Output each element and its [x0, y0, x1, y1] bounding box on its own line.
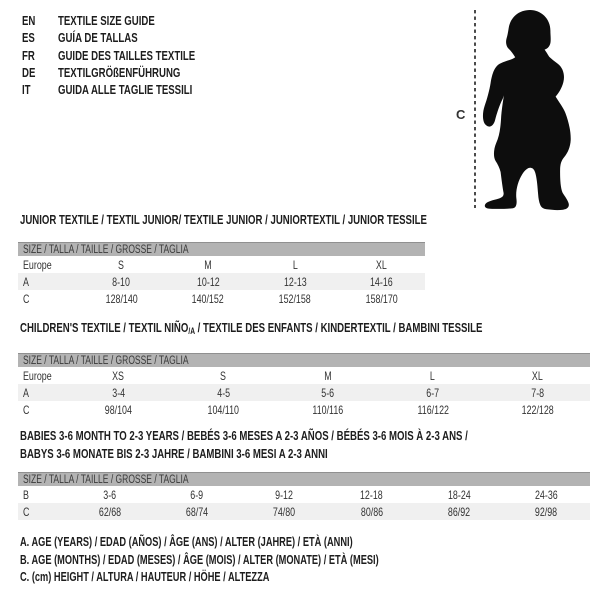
language-row: [22, 81, 243, 98]
cell-value: 8-10: [112, 274, 131, 289]
children-size-section: [18, 320, 590, 418]
cell-value: 4-5: [216, 385, 230, 400]
language-row: [22, 64, 243, 81]
language-row: [22, 29, 243, 46]
cell-value: XS: [112, 368, 125, 383]
language-code: ES: [22, 30, 35, 46]
cell-value: 18-24: [447, 487, 471, 502]
cell-value: 6-9: [190, 487, 204, 502]
footnote-b: B. AGE (MONTHS) / EDAD (MESES) / ÂGE (MOIS) / ALTER (MONATE) / ETÀ (MESI): [20, 552, 379, 567]
table-row: [18, 290, 425, 307]
language-code: EN: [22, 13, 36, 29]
language-title: TEXTILE SIZE GUIDE: [58, 13, 155, 29]
cell-value: 128/140: [105, 291, 138, 306]
baby-silhouette-figure: [455, 8, 600, 214]
cell-value: L: [292, 257, 298, 272]
height-measure-label: C: [456, 107, 466, 122]
footnote-c: C. (cm) HEIGHT / ALTURA / HAUTEUR / HÖHE / ALTEZZA: [20, 570, 270, 584]
cell-value: 3-6: [103, 487, 117, 502]
cell-value: S: [220, 368, 227, 383]
cell-value: 104/110: [207, 402, 239, 417]
cell-value: 5-6: [321, 385, 335, 400]
cell-value: 152/158: [278, 291, 311, 306]
cell-value: 12-13: [283, 274, 307, 289]
row-label: A: [23, 385, 29, 400]
table-row: [18, 503, 590, 520]
language-title: TEXTILGRÖßENFÜHRUNG: [58, 65, 181, 81]
size-header-label: SIZE / TALLA / TAILLE / GRÖSSE / TAGLIA: [23, 243, 189, 256]
cell-value: 10-12: [196, 274, 220, 289]
row-label: B: [23, 487, 29, 502]
cell-value: M: [204, 257, 212, 272]
cell-value: 14-16: [370, 274, 393, 289]
size-header-bar: [18, 242, 425, 256]
row-label: C: [23, 402, 30, 417]
cell-value: 158/170: [365, 291, 398, 306]
language-title: GUIDE DES TAILLES TEXTILE: [58, 47, 196, 63]
footnotes: [20, 534, 505, 587]
language-title: GUIDA ALLE TAGLIE TESSILI: [58, 82, 193, 98]
table-row: [18, 384, 590, 401]
table-row: [18, 367, 590, 384]
cell-value: XL: [532, 368, 544, 383]
babies-size-section: [18, 427, 590, 520]
table-row: [18, 273, 425, 290]
row-label: Europe: [23, 257, 52, 272]
babies-size-table: [18, 486, 590, 520]
table-row: [18, 401, 590, 418]
cell-value: 122/128: [521, 402, 554, 417]
language-code: FR: [22, 47, 35, 63]
cell-value: 86/92: [447, 504, 471, 519]
junior-size-section: [18, 212, 425, 307]
language-list: [22, 12, 243, 98]
babies-table-title-line2: BABYS 3-6 MONATE BIS 2-3 JAHRE / BAMBINI 3-6 MESI A 2-3 ANNI: [20, 446, 328, 461]
row-label: C: [23, 504, 30, 519]
cell-value: 80/86: [360, 504, 383, 519]
row-label: C: [23, 291, 30, 306]
cell-value: 116/122: [417, 402, 449, 417]
cell-value: 24-36: [534, 487, 558, 502]
language-row: [22, 12, 243, 29]
junior-size-table: [18, 256, 425, 307]
cell-value: S: [118, 257, 125, 272]
cell-value: 68/74: [185, 504, 209, 519]
cell-value: 110/116: [312, 402, 344, 417]
cell-value: L: [430, 368, 436, 383]
language-code: IT: [22, 82, 31, 98]
cell-value: 12-18: [360, 487, 384, 502]
cell-value: 92/98: [535, 504, 558, 519]
language-code: DE: [22, 65, 36, 81]
children-size-table: [18, 367, 590, 418]
footnote-a: A. AGE (YEARS) / EDAD (AÑOS) / ÂGE (ANS) / ALTER (JAHRE) / ETÀ (ANNI): [20, 535, 353, 549]
size-header-bar: [18, 472, 590, 486]
size-header-label: SIZE / TALLA / TAILLE / GRÖSSE / TAGLIA: [23, 354, 189, 367]
size-header-label: SIZE / TALLA / TAILLE / GRÖSSE / TAGLIA: [23, 473, 189, 486]
cell-value: 62/68: [98, 504, 121, 519]
cell-value: 74/80: [273, 504, 296, 519]
cell-value: 6-7: [426, 385, 440, 400]
table-row: [18, 486, 590, 503]
children-table-title: CHILDREN'S TEXTILE / TEXTIL $NIÑO_{/A}$ / TEXTILE DES ENFANTS / KINDERTEXTIL / BAMBINI TESSILE: [20, 320, 483, 336]
cell-value: 140/152: [192, 291, 225, 306]
language-title: GUÍA DE TALLAS: [58, 30, 138, 46]
size-header-bar: [18, 353, 590, 367]
cell-value: 98/104: [104, 402, 132, 417]
cell-value: 7-8: [531, 385, 545, 400]
baby-silhouette: [483, 10, 571, 210]
cell-value: 9-12: [275, 487, 294, 502]
title-subscript: /A: [188, 326, 195, 336]
cell-value: 3-4: [111, 385, 125, 400]
cell-value: XL: [376, 257, 388, 272]
table-row: [18, 256, 425, 273]
cell-value: M: [324, 368, 332, 383]
row-label: Europe: [23, 368, 52, 383]
babies-table-title-line1: BABIES 3-6 MONTH TO 2-3 YEARS / BEBÉS 3-6 MESES A 2-3 AÑOS / BÉBÉS 3-6 MOIS À 2-3 ANS /: [20, 428, 468, 443]
junior-table-title: JUNIOR TEXTILE / TEXTIL JUNIOR/ TEXTILE JUNIOR / JUNIORTEXTIL / JUNIOR TESSILE: [20, 212, 427, 227]
row-label: A: [23, 274, 29, 289]
language-row: [22, 47, 243, 64]
